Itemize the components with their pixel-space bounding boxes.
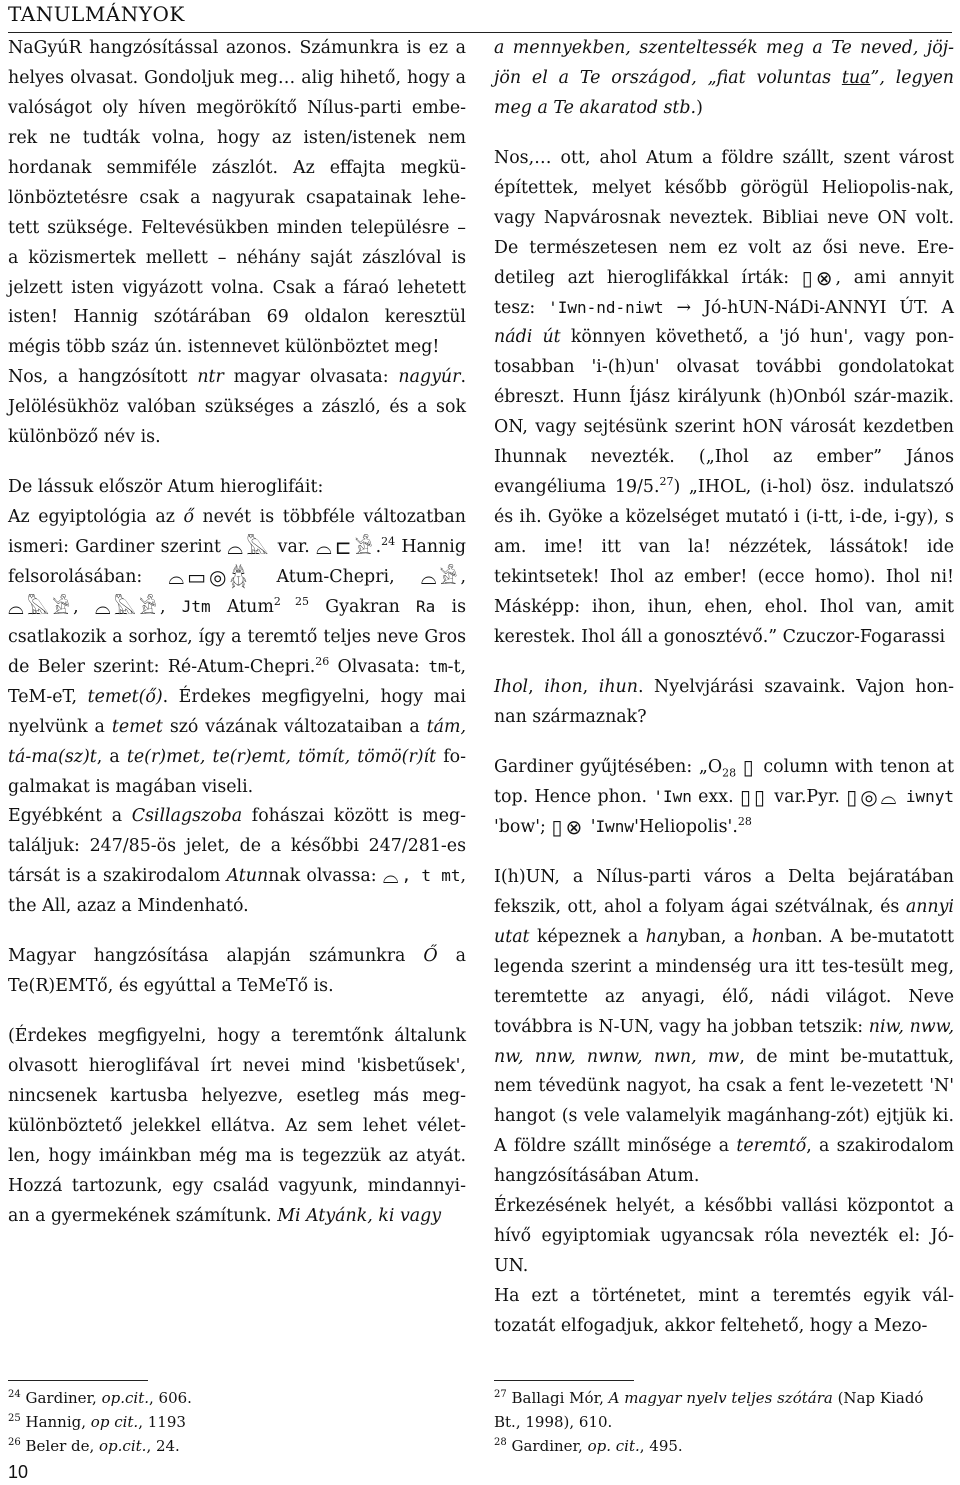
paragraph: I(h)UN, a Nílus-parti város a Delta bejáratában fekszik, ott, ahol a folyam ágai szétválnak, és annyi utat képeznek a hanyban, a honban. A be-mutatott legenda szerint a mindenség ura itt tes-tesült meg, teremtette az anyagi, élő, nádi világot. Neve továbbra is N-UN, vagy ha jobban tetszik: niw, nww, nw, nnw, nwnw, nwn, mw, de mint be-mutattuk, nem tévedünk nagyot, ha csak a fent le-vezetett 'N' hangot (s vele valamelyik magánhang-zót) ejtjük ki. A földre szállt minősége a teremtő, a szakirodalom hangzósításában Atum. bbox=[494, 866, 955, 1187]
paragraph: NaGyúR hangzósítással azonos. Számunkra is ez a helyes olvasat. Gondoljuk meg… alig hihető, hogy a valóságot oly híven megörökítő Nílus-parti embe-rek ne tudták volna, hogy az isten/istenek nem hordanak semmiféle zászlót. Az effajta megkü-lönböztetésre csak a nagyurak csapatainak lehe-tett szüksége. Feltevésükben minden településre – a közismertek mellett – néhány saját zászlóval is jelzett isten vigyázott volna. Csak a fáraó lehetett isten! Hannig szótárában 69 oldalon keresztül mégis több száz ún. istennevet különböztet meg! bbox=[8, 38, 466, 358]
hieroglyph-column-icon: ▯ bbox=[742, 754, 757, 779]
footnote-ref[interactable]: 27 bbox=[659, 475, 674, 489]
paragraph: (Érdekes megfigyelni, hogy a teremtőnk általunk olvasott hieroglifával írt nevei mind 'kisbetűsek', nincsenek kartusba helyezve, esetleg más meg-különböztető jelekkel ellátva. Az sem lehet vélet-len, hogy imáinkban még ma is tegezzük az atyát. Hozzá tartozunk, egy család vagyunk, mindannyi-an a gyermekének számítunk. Mi Atyánk, ki vagy bbox=[8, 1026, 466, 1226]
hieroglyph-atum-variant-icon: ⌓⊏𓀀 bbox=[316, 535, 376, 559]
footnote: $^{25}$ Hannig, op cit., 1193 bbox=[8, 1413, 186, 1431]
right-column bbox=[494, 34, 954, 1342]
paragraph: Gardiner gyűjtésében: $„O_{28}$ ▯ column with tenon at top. Hence phon. 'Iwn exx. ▯▯ var.Pyr. ▯◎⌓ iwnyt 'bow'; ▯⊗ 'Iwnw'Heliopolis'.$^{28}$ bbox=[494, 754, 955, 839]
hieroglyph-heliopolis-icon: ▯⊗ bbox=[801, 265, 836, 290]
hieroglyph-atun-icon: ⌓ bbox=[382, 864, 402, 889]
hieroglyph-chepri-icon: ⌓𓀀 bbox=[420, 564, 461, 589]
footnote-ref[interactable]: 28 bbox=[737, 815, 752, 829]
paragraph: Nos,… ott, ahol Atum a földre szállt, szent várost építettek, melyet később görögül Heliopolis-nak, vagy Napvárosnak neveztek. Bibliai neve ON volt. De természetesen nem ez volt az ősi neve. Ere-detileg azt hieroglifákkal írták: ▯⊗, ami annyit tesz: 'Iwn-nd-niwt → Jó-hUN-NáDi-ANNYI ÚT. A nádi út könnyen követhető, a 'jó hun', vagy pon-tosabban 'i-(h)un' olvasat további gondolatokat ébreszt. Hunn Íjász királyunk (h)Onból szár-mazik. ON, vagy sejtésünk szerint hON városát kezdetben Ihunnak nevezték. („Ihol az ember” János evangéliuma 19/5.27) „IHOL, (i-hol) ösz. indulatszó és ih. Gyöke a közelséget mutató i (i-tt, i-de, i-gy), s am. ime! itt van la! nézzétek, lássátok! ide tekintsetek! Ihol az ember! (ecce homo). Ihol ni! Másképp: ihon, ihun, ehen, ehol. Ihol van, amit kerestek. Ihol áll a gonosztévő.” Czuczor-Fogarassi bbox=[494, 147, 955, 647]
paragraph: Ihol, ihon, ihun. Nyelvjárási szavaink. Vajon hon-nan származnak? bbox=[494, 676, 955, 727]
footnote: $^{27}$ Ballagi Mór, A magyar nyelv teljes szótára (Nap Kiadó Bt., 1998), 610. bbox=[494, 1389, 924, 1431]
page-number: 10 bbox=[8, 1462, 29, 1482]
paragraph: Ha ezt a történetet, mint a teremtés egyik vál-tozatát elfogadjuk, akkor feltehető, hogy a Mezo- bbox=[494, 1286, 954, 1336]
footnote-ref[interactable]: 2 25 bbox=[273, 595, 310, 609]
footnote-ref[interactable]: 24 bbox=[381, 535, 396, 549]
paragraph: Magyar hangzósítása alapján számunkra Ő a Te(R)EMTő, és egyúttal a TeMeTő is. bbox=[8, 946, 466, 997]
footnote: $^{26}$ Beler de, op.cit., 24. bbox=[8, 1437, 180, 1455]
paragraph: Érkezésének helyét, a későbbi vallási központot a hívő egyiptomiak ugyancsak róla nevezték el: Jó-UN. bbox=[494, 1196, 954, 1277]
hieroglyph-atum-icon: ⌓𓅓 bbox=[227, 535, 272, 559]
paragraph: Az egyiptológia az ő nevét is többféle változatban ismeri: Gardiner szerint ⌓𓅓 var. ⌓⊏𓀀.$^{24}$ Hannig felsorolásában: ⌓▭◎𓆣 Atum-Chepri, ⌓𓀀, ⌓𓅓𓀀, ⌓𓅓𓀀, Jtm Atum$^{2 25}$ Gyakran Ra is csatlakozik a sorhoz, így a teremtő teljes neve Gros de Beler szerint: Ré-Atum-Chepri.$^{26}$ Olvasata: tm-t, TeM-eT, temet(ő). Érdekes megfigyelni, hogy mai nyelvünk a temet szó vázának változataiban a tám, tá-ma(sz)t, a te(r)met, te(r)emt, tömít, tömö(r)ít fo-galmakat is magában viseli. bbox=[8, 507, 467, 797]
paragraph: a mennyekben, szenteltessék meg a Te neved, jöj-jön el a Te országod, „fiat voluntas tua”, legyen meg a Te akaratod stb.) bbox=[494, 38, 955, 118]
hieroglyph-column-pair-icon: ▯▯ bbox=[739, 785, 768, 809]
paragraph: Nos, a hangzósított ntr magyar olvasata: nagyúr. Jelölésükhöz valóban szükséges a zászló, és a sok különböző név is. bbox=[8, 367, 466, 448]
running-header bbox=[8, 2, 952, 33]
footnotes-left bbox=[8, 1386, 466, 1458]
footnote-rule bbox=[494, 1380, 634, 1381]
footnotes-right bbox=[494, 1386, 954, 1458]
footnote: $^{28}$ Gardiner, op. cit., 495. bbox=[494, 1437, 683, 1455]
footnote: $^{24}$ Gardiner, op.cit., 606. bbox=[8, 1389, 192, 1407]
hieroglyph-owl-icon: ⌓𓅓𓀀 bbox=[94, 594, 160, 619]
section-title: TANULMÁNYOK bbox=[8, 2, 185, 26]
left-column bbox=[8, 34, 466, 1232]
footnote-rule bbox=[8, 1380, 148, 1381]
hieroglyph-bow-icon: ▯◎⌓ bbox=[846, 785, 900, 809]
hieroglyph-bird-icon: ⌓𓅓𓀀 bbox=[8, 594, 74, 619]
paragraph: De lássuk először Atum hieroglifáit: bbox=[8, 477, 324, 498]
paragraph: Egyébként a Csillagszoba fohászai között is meg-találjuk: 247/85-ös jelet, de a későbbi 247/281-es társát is a szakirodalom Atunnak olvassa: ⌓, t mt, the All, azaz a Mindenható. bbox=[8, 806, 467, 917]
footnote-ref[interactable]: 26 bbox=[315, 654, 330, 668]
hieroglyph-hannig-icon: ⌓▭◎𓆣 bbox=[168, 564, 251, 589]
hieroglyph-iwnw-icon: ▯⊗ bbox=[551, 814, 586, 839]
